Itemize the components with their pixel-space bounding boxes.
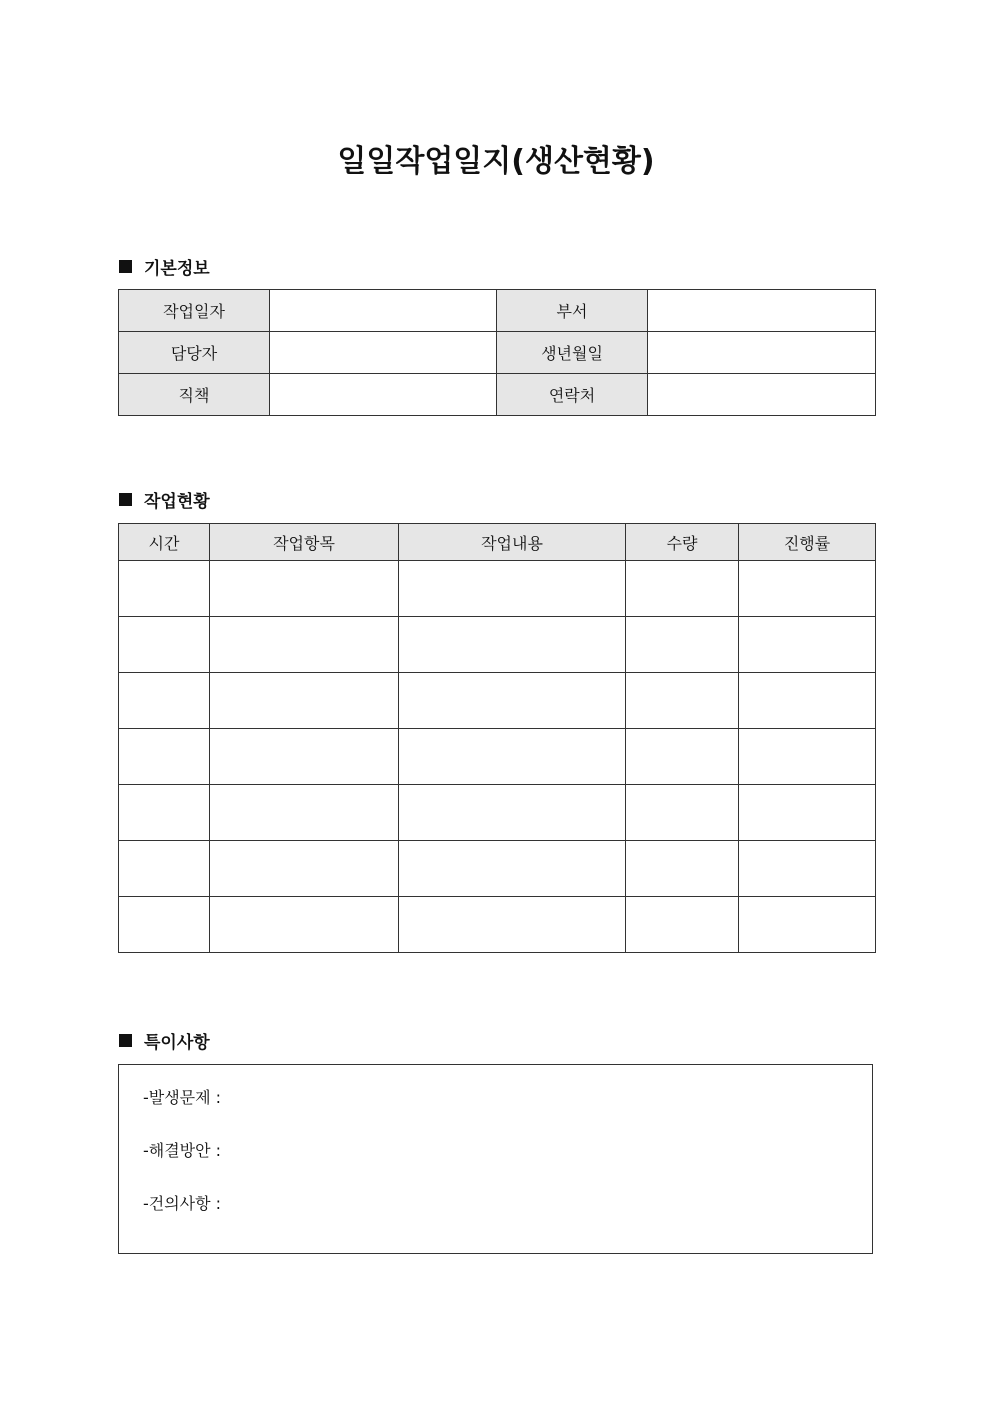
info-value-contact[interactable] bbox=[648, 374, 876, 416]
section-work-status-heading bbox=[119, 487, 210, 512]
basic-info-row bbox=[119, 374, 876, 416]
page-title: 일일작업일지(생산현황) bbox=[337, 144, 655, 179]
cell-progress[interactable] bbox=[739, 561, 876, 617]
table-row bbox=[119, 617, 876, 673]
note-suggestion-label: -건의사항 : bbox=[143, 1194, 222, 1213]
work-table-header-row bbox=[119, 524, 876, 561]
cell-quantity[interactable] bbox=[626, 785, 739, 841]
col-header-progress: 진행률 bbox=[739, 524, 876, 561]
cell-work-content[interactable] bbox=[399, 729, 626, 785]
info-value-position[interactable] bbox=[270, 374, 497, 416]
basic-info-table bbox=[118, 289, 876, 416]
section-special-notes-heading bbox=[119, 1028, 210, 1053]
table-row bbox=[119, 841, 876, 897]
section-basic-info-label: 기본정보 bbox=[144, 259, 210, 279]
cell-progress[interactable] bbox=[739, 785, 876, 841]
cell-quantity[interactable] bbox=[626, 561, 739, 617]
info-label-work-date: 작업일자 bbox=[119, 290, 270, 332]
cell-time[interactable] bbox=[119, 785, 210, 841]
table-row bbox=[119, 897, 876, 953]
cell-work-item[interactable] bbox=[210, 785, 399, 841]
cell-quantity[interactable] bbox=[626, 673, 739, 729]
square-bullet-icon bbox=[119, 1034, 132, 1047]
table-row bbox=[119, 729, 876, 785]
special-notes-box[interactable] bbox=[118, 1064, 873, 1254]
col-header-quantity: 수량 bbox=[626, 524, 739, 561]
cell-quantity[interactable] bbox=[626, 841, 739, 897]
cell-time[interactable] bbox=[119, 673, 210, 729]
info-value-work-date[interactable] bbox=[270, 290, 497, 332]
basic-info-row bbox=[119, 332, 876, 374]
cell-time[interactable] bbox=[119, 729, 210, 785]
cell-progress[interactable] bbox=[739, 673, 876, 729]
info-label-contact: 연락처 bbox=[497, 374, 648, 416]
col-header-work-content: 작업내용 bbox=[399, 524, 626, 561]
cell-work-content[interactable] bbox=[399, 897, 626, 953]
info-label-position: 직책 bbox=[119, 374, 270, 416]
cell-quantity[interactable] bbox=[626, 897, 739, 953]
square-bullet-icon bbox=[119, 260, 132, 273]
cell-work-content[interactable] bbox=[399, 617, 626, 673]
info-label-manager: 담당자 bbox=[119, 332, 270, 374]
section-work-status-label: 작업현황 bbox=[144, 492, 210, 512]
note-solution-label: -해결방안 : bbox=[143, 1141, 222, 1160]
cell-work-content[interactable] bbox=[399, 841, 626, 897]
cell-progress[interactable] bbox=[739, 729, 876, 785]
square-bullet-icon bbox=[119, 493, 132, 506]
cell-progress[interactable] bbox=[739, 897, 876, 953]
cell-time[interactable] bbox=[119, 561, 210, 617]
section-special-notes-label: 특이사항 bbox=[144, 1033, 210, 1053]
cell-work-item[interactable] bbox=[210, 897, 399, 953]
cell-work-item[interactable] bbox=[210, 561, 399, 617]
table-row bbox=[119, 561, 876, 617]
cell-progress[interactable] bbox=[739, 841, 876, 897]
info-value-manager[interactable] bbox=[270, 332, 497, 374]
note-issue-label: -발생문제 : bbox=[143, 1088, 222, 1107]
cell-quantity[interactable] bbox=[626, 729, 739, 785]
info-value-birthdate[interactable] bbox=[648, 332, 876, 374]
cell-time[interactable] bbox=[119, 617, 210, 673]
table-row bbox=[119, 785, 876, 841]
table-row bbox=[119, 673, 876, 729]
cell-work-content[interactable] bbox=[399, 673, 626, 729]
cell-quantity[interactable] bbox=[626, 617, 739, 673]
work-status-table bbox=[118, 523, 876, 953]
cell-work-item[interactable] bbox=[210, 673, 399, 729]
col-header-work-item: 작업항목 bbox=[210, 524, 399, 561]
cell-time[interactable] bbox=[119, 841, 210, 897]
col-header-time: 시간 bbox=[119, 524, 210, 561]
info-value-department[interactable] bbox=[648, 290, 876, 332]
cell-work-item[interactable] bbox=[210, 841, 399, 897]
cell-work-item[interactable] bbox=[210, 729, 399, 785]
cell-progress[interactable] bbox=[739, 617, 876, 673]
section-basic-info-heading bbox=[119, 254, 210, 279]
cell-time[interactable] bbox=[119, 897, 210, 953]
cell-work-content[interactable] bbox=[399, 785, 626, 841]
cell-work-item[interactable] bbox=[210, 617, 399, 673]
cell-work-content[interactable] bbox=[399, 561, 626, 617]
info-label-department: 부서 bbox=[497, 290, 648, 332]
info-label-birthdate: 생년월일 bbox=[497, 332, 648, 374]
basic-info-row bbox=[119, 290, 876, 332]
